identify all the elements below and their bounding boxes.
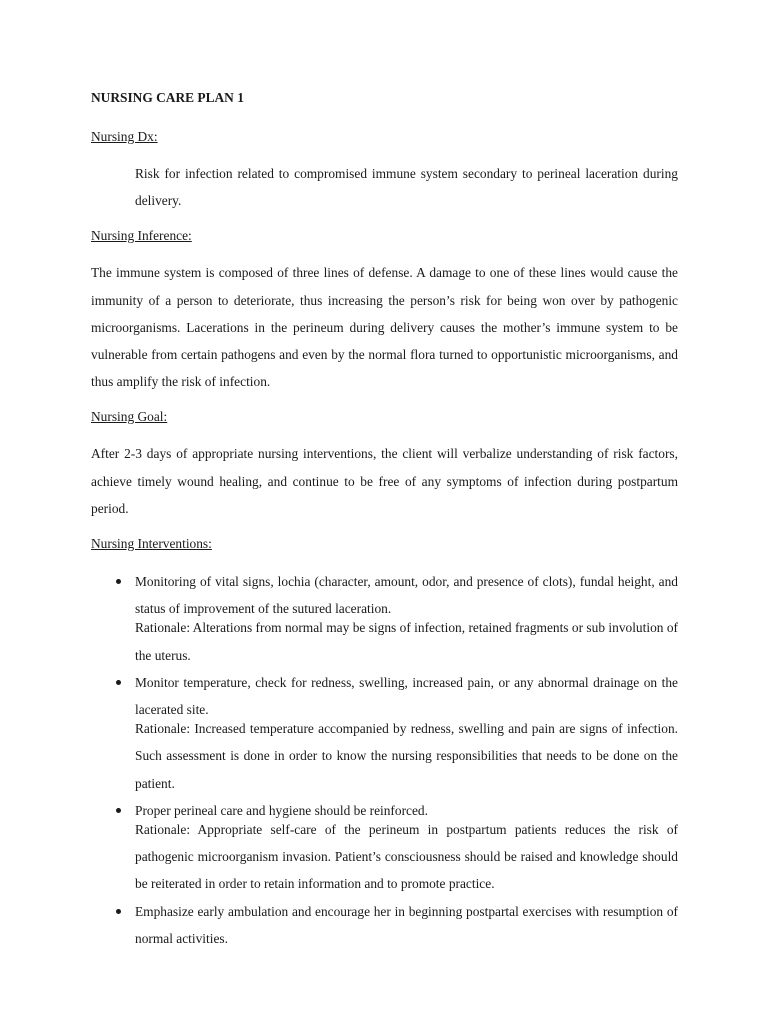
document-title: NURSING CARE PLAN 1 [91,90,244,105]
heading-nursing-inference: Nursing Inference: [91,228,192,244]
intervention-text: Emphasize early ambulation and encourage her in beginning postpartal exercises with resumption of normal activities. [135,903,678,946]
intervention-text: Monitor temperature, check for redness, swelling, increased pain, or any abnormal drainage on the lacerated site. [135,674,678,718]
bullet-icon [116,680,121,685]
list-item [91,898,678,952]
intervention-text: Proper perineal care and hygiene should be reinforced. [135,802,428,818]
heading-nursing-interventions: Nursing Interventions: [91,536,212,552]
intervention-rationale: Rationale: Increased temperature accompanied by redness, swelling and pain are signs of infection. Such assessment is done in order to know the nursing responsibilities that needs to be done on the patient. [135,721,678,791]
bullet-icon [116,579,121,584]
list-item [91,568,678,669]
bullet-icon [116,909,121,914]
nursing-dx-text: Risk for infection related to compromised immune system secondary to perineal laceration during delivery. [135,166,678,209]
nursing-inference-text: The immune system is composed of three lines of defense. A damage to one of these lines would cause the immunity of a person to deteriorate, thus increasing the person’s risk for being won over by pathogenic microorganisms. Lacerations in the perineum during delivery causes the mother’s immune system to be vulnerable from certain pathogens and even by the normal flora turned to opportunistic microorganisms, and thus amplify the risk of infection. [91,265,678,390]
intervention-rationale: Rationale: Alterations from normal may be signs of infection, retained fragments or sub involution of the uterus. [135,620,678,663]
bullet-icon [116,808,121,813]
interventions-list [91,568,678,952]
list-item [91,669,678,797]
heading-nursing-goal: Nursing Goal: [91,409,168,425]
heading-nursing-dx: Nursing Dx: [91,129,158,144]
intervention-text: Monitoring of vital signs, lochia (character, amount, odor, and presence of clots), fundal height, and status of improvement of the sutured laceration. [135,574,678,617]
nursing-goal-text: After 2-3 days of appropriate nursing interventions, the client will verbalize understanding of risk factors, achieve timely wound healing, and continue to be free of any symptoms of infection during postpartum period. [91,446,678,516]
intervention-rationale: Rationale: Appropriate self-care of the perineum in postpartum patients reduces the risk of pathogenic microorganism invasion. Patient’s consciousness should be raised and knowledge should be reiterated in order to retain information and to promote practice. [135,822,678,892]
document-page [91,88,678,952]
list-item [91,797,678,898]
